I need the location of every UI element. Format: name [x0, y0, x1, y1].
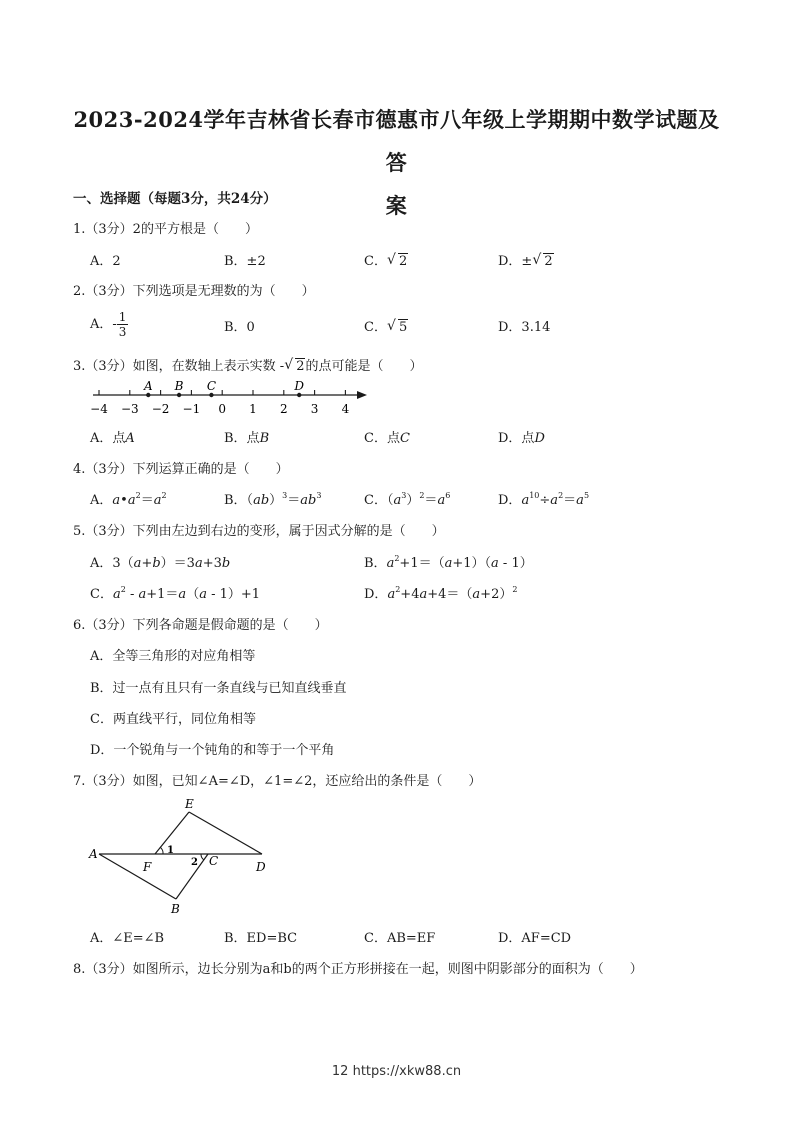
- q2-option-d: D．3.14: [498, 320, 551, 335]
- q5-option-d: D．$a^2+4a+4=(a+2)^2$: [364, 585, 518, 602]
- tick-label: 1: [249, 402, 257, 416]
- q1-option-b: B．±2: [224, 254, 266, 269]
- label-d: D: [256, 860, 266, 874]
- q5-option-b: B．$a^2+1=(a+1)(a - 1)$: [364, 554, 533, 571]
- label-c: C: [209, 854, 219, 868]
- q3-option-c: C．点C: [364, 431, 410, 446]
- label-f: F: [143, 860, 152, 874]
- q3-option-d: D．点D: [498, 431, 545, 446]
- point-label-b: B: [174, 379, 184, 393]
- question-5-stem: 5.（3分）下列由左边到右边的变形，属于因式分解的是（ ）: [73, 524, 445, 539]
- tick-label: 2: [279, 402, 288, 416]
- section-heading: 一、选择题（每题3分，共24分）: [73, 191, 277, 207]
- tick-label: −3: [120, 402, 139, 416]
- q7-option-b: B．ED=BC: [224, 931, 298, 946]
- q1-option-a: A．2: [90, 254, 121, 269]
- point-label-c: C: [206, 379, 217, 393]
- q4-option-b: B．$(ab)^3=ab^3$: [224, 491, 322, 508]
- q3-option-b: B．点B: [224, 431, 270, 446]
- q3-option-a: A．点A: [90, 431, 135, 446]
- fraction: $\frac{1}{3}$: [118, 310, 127, 339]
- label-angle-2: 2: [191, 857, 198, 868]
- q6-option-c: C．两直线平行，同位角相等: [90, 712, 256, 727]
- page-footer: 12 https://xkw88.cn: [331, 1064, 462, 1079]
- sqrt-symbol: √ 2: [532, 252, 553, 269]
- q1-option-c: C． √ 2: [364, 252, 408, 269]
- question-7-stem: 7.（3分）如图，已知∠A=∠D，∠1=∠2，还应给出的条件是（ ）: [73, 774, 482, 789]
- q2-option-c: C． √ 5: [364, 318, 408, 335]
- q6-option-a: A．全等三角形的对应角相等: [90, 649, 256, 664]
- tick-label: −2: [151, 402, 170, 416]
- label-angle-1: 1: [167, 845, 174, 856]
- point-label-d: D: [294, 379, 305, 393]
- geometry-figure: [85, 792, 285, 922]
- question-1-stem: 1.（3分）2的平方根是（ ）: [73, 222, 258, 237]
- label-e: E: [185, 797, 194, 811]
- question-6-stem: 6.（3分）下列各命题是假命题的是（ ）: [73, 618, 328, 633]
- tick-label: −4: [90, 402, 108, 416]
- q2-option-b: B．0: [224, 320, 255, 335]
- q1-option-d: D．± √ 2: [498, 252, 553, 269]
- tick-label: −1: [182, 402, 201, 416]
- q5-option-a: A．3（a+b）＝3a+3b: [90, 556, 231, 571]
- sqrt-symbol: √ 2: [386, 252, 408, 269]
- tick-label: 4: [341, 402, 350, 416]
- q7-option-c: C．AB=EF: [364, 931, 436, 946]
- q6-option-b: B．过一点有且只有一条直线与已知直线垂直: [90, 681, 347, 696]
- label-b: B: [171, 902, 180, 916]
- question-8-stem: 8.（3分）如图所示，边长分别为a和b的两个正方形拼接在一起，则图中阴影部分的面积为（ ）: [73, 962, 643, 977]
- q4-option-c: C．$(a^3)^2=a^6$: [364, 491, 451, 508]
- question-4-stem: 4.（3分）下列运算正确的是（ ）: [73, 462, 289, 477]
- q2-option-a: A．- $\frac{1}{3}$: [90, 310, 127, 339]
- point-c: [209, 393, 213, 397]
- q4-option-a: A．$a•a^2=a^2$: [90, 491, 167, 508]
- tick-label: 3: [310, 402, 319, 416]
- question-2-stem: 2.（3分）下列选项是无理数的为（ ）: [73, 284, 315, 299]
- point-label-a: A: [143, 379, 153, 393]
- q6-option-d: D．一个锐角与一个钝角的和等于一个平角: [90, 743, 335, 758]
- sqrt-symbol: √ 2: [284, 357, 305, 374]
- q4-option-d: D．$a^{10}\div a^2=a^5$: [498, 491, 590, 508]
- label-a: A: [89, 847, 98, 861]
- number-line-figure: [85, 376, 375, 422]
- q7-option-a: A．∠E=∠B: [90, 931, 165, 946]
- point-a: [146, 393, 150, 397]
- question-3-stem: 3.（3分）如图，在数轴上表示实数 - √ 2的点可能是（ ）: [73, 357, 423, 374]
- point-d: [297, 393, 301, 397]
- sqrt-symbol: √ 5: [386, 318, 408, 335]
- page-title: 2023-2024学年吉林省长春市德惠市八年级上学期期中数学试题及答 案: [73, 107, 720, 218]
- tick-label: 0: [218, 402, 227, 416]
- point-b: [177, 393, 181, 397]
- q5-option-c: C．$a^2 - a+1=a(a - 1)+1$: [90, 585, 261, 602]
- q7-option-d: D．AF=CD: [498, 931, 572, 946]
